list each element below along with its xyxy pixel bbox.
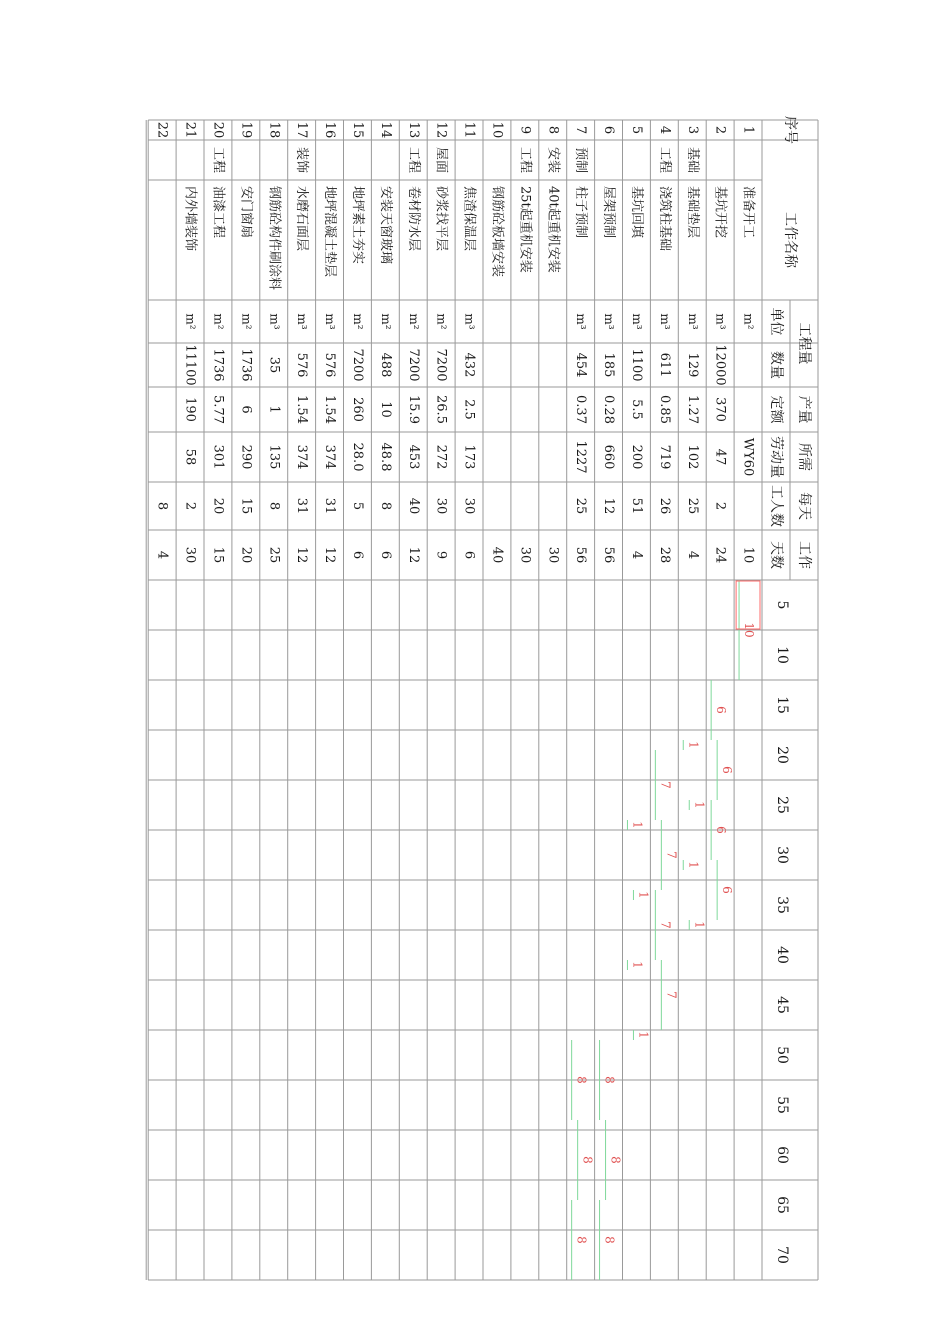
row-labor: 290 (238, 444, 254, 470)
row-qty: 7200 (433, 348, 449, 382)
row-qty: 576 (294, 352, 310, 378)
row-name: 卷材防水层 (405, 186, 421, 252)
row-unit: m³ (462, 313, 477, 330)
row-crew: 30 (461, 497, 477, 515)
row-crew: 8 (377, 501, 393, 511)
header-labor-b: 劳动量 (768, 436, 784, 478)
row-labor: 374 (294, 444, 310, 470)
row-rate: 2.5 (461, 399, 477, 420)
row-days: 56 (601, 546, 617, 564)
row-no: 17 (294, 121, 310, 139)
segment-label: 7 (664, 991, 679, 999)
timeline-tick: 45 (774, 996, 790, 1014)
row-name: 水磨石面层 (294, 186, 310, 252)
row-crew: 25 (573, 497, 589, 515)
row-name: 浇筑柱基础 (656, 186, 672, 252)
row-days: 12 (322, 546, 338, 564)
row-crew: 20 (210, 497, 226, 515)
row-unit: m² (183, 313, 198, 330)
row-qty: 12000 (712, 344, 728, 386)
row-crew: 5 (349, 501, 365, 511)
row-labor: 28.0 (349, 442, 365, 472)
row-no: 2 (712, 125, 728, 135)
row-days: 4 (628, 550, 644, 560)
row-labor: 58 (182, 448, 198, 466)
segment-label: 6 (720, 886, 735, 894)
row-name: 基坑回填 (628, 186, 644, 239)
row-days: 25 (266, 546, 282, 564)
row-labor: 200 (628, 444, 644, 470)
header-crew-a: 每天 (796, 492, 812, 520)
row-crew: 31 (294, 497, 310, 515)
row-labor: 1227 (573, 440, 589, 474)
group-label: 安装 (545, 146, 561, 174)
row-unit: m² (378, 313, 393, 330)
row-crew: 25 (684, 497, 700, 515)
header-days-a: 工作 (796, 541, 812, 569)
segment-label: 8 (574, 1076, 589, 1084)
row-crew: 26 (656, 497, 672, 515)
row-crew: 2 (182, 501, 198, 511)
row-name: 屋架预制 (601, 186, 617, 239)
timeline-tick: 15 (774, 696, 790, 714)
segment-label: 8 (602, 1236, 617, 1244)
segment-label: 10 (742, 622, 757, 638)
row-qty: 11100 (182, 344, 198, 386)
header-seq: 序号 (782, 116, 798, 144)
row-rate: 370 (712, 397, 728, 422)
row-labor: 135 (266, 444, 282, 470)
row-no: 18 (266, 121, 282, 139)
row-labor: 453 (405, 444, 421, 470)
row-qty: 1736 (238, 348, 254, 382)
row-days: 4 (684, 550, 700, 560)
row-name: 焦渣保温层 (461, 186, 477, 252)
row-days: 9 (433, 550, 449, 560)
row-labor: 272 (433, 444, 449, 470)
timeline-tick: 5 (774, 600, 790, 610)
row-crew: 31 (322, 497, 338, 515)
row-no: 6 (601, 125, 617, 135)
row-crew: 40 (405, 497, 421, 515)
row-no: 21 (182, 121, 198, 139)
row-unit: m³ (602, 313, 617, 330)
row-rate: 0.28 (601, 395, 617, 424)
row-crew: 15 (238, 497, 254, 515)
row-no: 15 (349, 121, 365, 139)
segment-label: 6 (714, 706, 729, 714)
row-qty: 432 (461, 352, 477, 378)
timeline-tick: 50 (774, 1046, 790, 1064)
row-days: 56 (573, 546, 589, 564)
segment-label: 1 (636, 1031, 651, 1039)
row-crew: 30 (433, 497, 449, 515)
segment-label: 1 (692, 921, 707, 929)
row-name: 安门窗扇 (238, 186, 254, 239)
segment-label: 1 (630, 821, 645, 829)
row-no: 20 (210, 121, 226, 139)
row-unit: m³ (267, 313, 282, 330)
row-no: 3 (684, 125, 700, 135)
row-rate: 1.54 (322, 395, 338, 424)
row-name: 内外墙装饰 (182, 186, 198, 252)
segment-label: 7 (658, 781, 673, 789)
row-unit: m³ (713, 313, 728, 330)
row-days: 6 (377, 550, 393, 560)
row-no: 22 (154, 121, 170, 139)
segment-label: 8 (608, 1156, 623, 1164)
header-name: 工作名称 (782, 212, 798, 268)
row-name: 砂浆找平层 (433, 186, 449, 252)
segment-label: 7 (658, 921, 673, 929)
row-rate: 5.77 (210, 395, 226, 424)
group-label: 屋面 (433, 146, 449, 174)
segment-label: 1 (686, 861, 701, 869)
row-labor: 48.8 (377, 442, 393, 472)
header-days-b: 天数 (768, 541, 784, 569)
row-name: 40t起重机安装 (545, 186, 561, 273)
row-unit: m³ (295, 313, 310, 330)
row-rate: 6 (238, 405, 254, 414)
row-no: 12 (433, 121, 449, 139)
row-no: 11 (461, 121, 477, 139)
row-name: 25t起重机安装 (517, 186, 533, 273)
segment-label: 8 (574, 1236, 589, 1244)
row-days: 30 (545, 546, 561, 564)
row-rate: 1 (266, 405, 282, 414)
row-qty: 1736 (210, 348, 226, 382)
row-qty: 35 (266, 356, 282, 374)
row-name: 钢筋砼板墙安装 (489, 186, 505, 278)
row-no: 5 (628, 125, 644, 135)
row-rate: 10 (377, 401, 393, 418)
timeline-tick: 65 (774, 1196, 790, 1214)
row-name: 安装天窗玻璃 (377, 186, 393, 265)
row-unit: m³ (685, 313, 700, 330)
row-unit: m² (434, 313, 449, 330)
row-days: 10 (740, 546, 756, 564)
segment-label: 1 (630, 961, 645, 969)
header-qty-group: 工程量 (796, 322, 812, 365)
header-crew-b: 工人数 (768, 485, 784, 527)
segment-label: 8 (580, 1156, 595, 1164)
row-days: 6 (349, 550, 365, 560)
group-label: 基础 (684, 146, 700, 174)
table-grid (146, 120, 818, 1280)
row-labor: 102 (684, 444, 700, 470)
row-labor: 301 (210, 444, 226, 470)
row-days: 15 (210, 546, 226, 564)
row-labor: 374 (322, 444, 338, 470)
row-days: 20 (238, 546, 254, 564)
row-unit: m² (350, 313, 365, 330)
row-qty: 185 (601, 352, 617, 378)
segment-label: 6 (720, 766, 735, 774)
segment-label: 8 (602, 1076, 617, 1084)
row-unit: m³ (629, 313, 644, 330)
row-no: 9 (517, 125, 533, 135)
row-days: 28 (656, 546, 672, 564)
row-days: 12 (294, 546, 310, 564)
row-qty: 7200 (405, 348, 421, 382)
row-name: 地坪素土夯实 (349, 186, 365, 265)
row-name: 地坪混凝土垫层 (322, 186, 338, 278)
row-name: 钢筋砼构件刷涂料 (266, 186, 282, 291)
row-crew: 8 (154, 501, 170, 511)
timeline-tick: 10 (774, 646, 790, 664)
row-unit: m³ (323, 313, 338, 330)
segment-label: 7 (664, 851, 679, 859)
timeline-tick: 40 (774, 946, 790, 964)
row-no: 16 (322, 121, 338, 139)
row-days: 4 (154, 550, 170, 560)
row-name: 基础垫层 (684, 186, 700, 239)
row-labor: WY60 (740, 437, 756, 477)
row-qty: 7200 (349, 348, 365, 382)
group-label: 工程 (210, 146, 226, 174)
row-rate: 5.5 (628, 399, 644, 420)
row-days: 30 (517, 546, 533, 564)
row-unit: m² (406, 313, 421, 330)
group-label: 工程 (405, 146, 421, 174)
row-crew: 12 (601, 497, 617, 515)
row-unit: m³ (657, 313, 672, 330)
row-name: 油漆工程 (210, 186, 226, 239)
row-no: 1 (740, 125, 756, 135)
timeline-tick: 35 (774, 896, 790, 914)
row-labor: 47 (712, 448, 728, 466)
row-name: 准备开工 (740, 186, 756, 239)
header-rate: 定额 (768, 395, 784, 424)
row-rate: 0.37 (573, 395, 589, 424)
row-unit: m² (741, 313, 756, 330)
header-labor-a: 所需 (796, 443, 812, 471)
row-labor: 660 (601, 444, 617, 470)
row-qty: 1100 (628, 348, 644, 382)
row-no: 13 (405, 121, 421, 139)
row-labor: 719 (656, 444, 672, 470)
row-unit: m² (239, 313, 254, 330)
row-labor: 173 (461, 444, 477, 470)
timeline-tick: 20 (774, 746, 790, 764)
row-days: 40 (489, 546, 505, 564)
timeline-tick: 60 (774, 1146, 790, 1164)
row-qty: 611 (656, 352, 672, 378)
row-rate: 1.27 (684, 395, 700, 424)
row-rate: 26.5 (433, 395, 449, 424)
segment-label: 6 (714, 826, 729, 834)
header-unit: 单位 (768, 307, 784, 336)
row-no: 8 (545, 125, 561, 135)
row-rate: 190 (182, 397, 198, 422)
group-label: 预制 (573, 146, 589, 174)
segment-label: 1 (686, 741, 701, 749)
row-days: 24 (712, 546, 728, 564)
row-rate: 15.9 (405, 395, 421, 424)
segment-label: 1 (692, 801, 707, 809)
timeline-tick: 70 (774, 1246, 790, 1264)
row-rate: 1.54 (294, 395, 310, 424)
timeline-tick: 55 (774, 1096, 790, 1114)
row-name: 柱子预制 (573, 186, 589, 239)
row-crew: 51 (628, 497, 644, 515)
timeline-tick: 30 (774, 846, 790, 864)
row-rate: 0.85 (656, 395, 672, 424)
row-rate: 260 (349, 397, 365, 422)
timeline-tick: 25 (774, 796, 790, 814)
row-no: 10 (489, 121, 505, 139)
row-qty: 576 (322, 352, 338, 378)
row-unit: m³ (574, 313, 589, 330)
row-no: 7 (573, 125, 589, 135)
header-rate-group: 产量 (796, 395, 812, 424)
row-qty: 488 (377, 352, 393, 378)
header-quantity: 数量 (768, 351, 784, 379)
row-name: 基坑开挖 (712, 186, 728, 239)
row-crew: 8 (266, 501, 282, 511)
row-no: 4 (656, 125, 672, 135)
row-qty: 454 (573, 352, 589, 378)
group-label: 装饰 (294, 146, 310, 174)
row-crew: 2 (712, 501, 728, 511)
row-days: 6 (461, 550, 477, 560)
row-qty: 129 (684, 352, 700, 378)
row-unit: m² (211, 313, 226, 330)
row-days: 30 (182, 546, 198, 564)
row-days: 12 (405, 546, 421, 564)
group-label: 工程 (656, 146, 672, 174)
row-no: 19 (238, 121, 254, 139)
row-no: 14 (377, 121, 393, 139)
segment-label: 1 (636, 891, 651, 899)
group-label: 工程 (517, 146, 533, 174)
